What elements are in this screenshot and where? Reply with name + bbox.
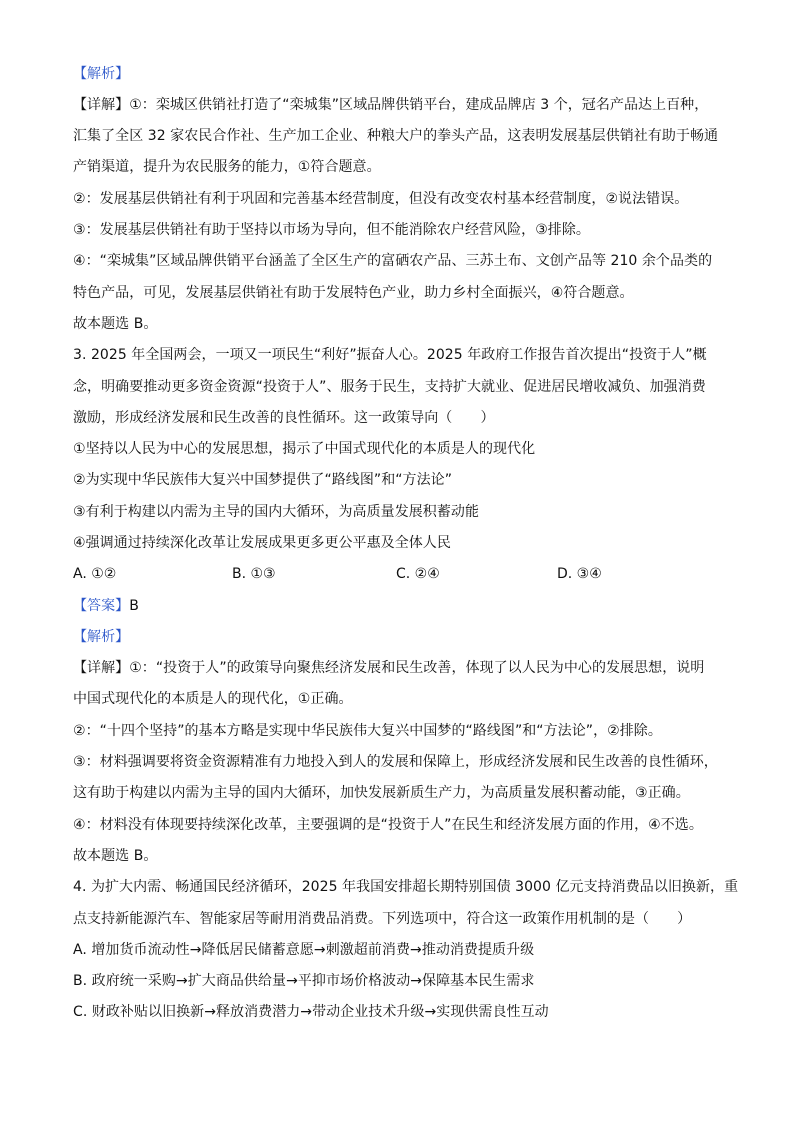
q4-option-c: C. 财政补贴以旧换新→释放消费潜力→带动企业技术升级→实现供需良性互动 <box>73 1004 549 1020</box>
q3-stem-line: 3. 2025 年全国两会，一项又一项民生“利好”振奋人心。2025 年政府工作报告首次提出“投资于人”概 <box>73 347 707 363</box>
q3-stem-line: 激励，形成经济发展和民生改善的良性循环。这一政策导向（ ） <box>73 410 495 426</box>
q3-analysis-label: 【解析】 <box>73 629 130 645</box>
q3-answer-label: 【答案】 <box>73 598 130 614</box>
q2-detail-line: ④：“栾城集”区域品牌供销平台涵盖了全区生产的富硒农产品、三苏土布、文创产品等 210 余个品类的 <box>73 253 713 269</box>
q2-detail-line: ②：发展基层供销社有利于巩固和完善基本经营制度，但没有改变农村基本经营制度，②说法错误。 <box>73 191 689 207</box>
q3-option-b: B. ①③ <box>232 566 276 582</box>
q3-statement: ②为实现中华民族伟大复兴中国梦提供了“路线图”和“方法论” <box>73 472 453 488</box>
q3-option-d: D. ③④ <box>557 566 602 582</box>
q3-detail-line: ④：材料没有体现要持续深化改革，主要强调的是“投资于人”在民生和经济发展方面的作用，④不选。 <box>73 817 703 833</box>
q3-statement: ④强调通过持续深化改革让发展成果更多更公平惠及全体人民 <box>73 535 451 551</box>
q4-option-a: A. 增加货币流动性→降低居民储蓄意愿→刺激超前消费→推动消费提质升级 <box>73 942 535 958</box>
q2-detail-line: 汇集了全区 32 家农民合作社、生产加工企业、种粮大户的拳头产品，这表明发展基层供销社有助于畅通 <box>73 128 719 144</box>
q4-option-b: B. 政府统一采购→扩大商品供给量→平抑市场价格波动→保障基本民生需求 <box>73 973 535 989</box>
q2-detail-line: 【详解】①：栾城区供销社打造了“栾城集”区域品牌供销平台，建成品牌店 3 个，冠名产品达上百种， <box>73 97 709 113</box>
q3-option-c: C. ②④ <box>396 566 440 582</box>
q2-conclusion: 故本题选 B。 <box>73 316 158 332</box>
q4-stem-line: 4. 为扩大内需、畅通国民经济循环，2025 年我国安排超长期特别国债 3000 亿元支持消费品以旧换新，重 <box>73 879 739 895</box>
q3-answer-row <box>73 596 723 616</box>
q3-answer-value: B <box>129 598 139 614</box>
q2-detail-line: ③：发展基层供销社有助于坚持以市场为导向，但不能消除农户经营风险，③排除。 <box>73 222 590 238</box>
q3-detail-line: ②：“十四个坚持”的基本方略是实现中华民族伟大复兴中国梦的“路线图”和“方法论”，②排除。 <box>73 723 662 739</box>
q2-detail-line: 产销渠道，提升为农民服务的能力，①符合题意。 <box>73 159 381 175</box>
q3-statement: ①坚持以人民为中心的发展思想，揭示了中国式现代化的本质是人的现代化 <box>73 441 536 457</box>
q3-stem-line: 念，明确要推动更多资金资源“投资于人”、服务于民生，支持扩大就业、促进居民增收减负、加强消费 <box>73 379 706 395</box>
q3-detail-line: 这有助于构建以内需为主导的国内大循环，加快发展新质生产力，为高质量发展积蓄动能，③正确。 <box>73 785 690 801</box>
q3-detail-line: ③：材料强调要将资金资源精准有力地投入到人的发展和保障上，形成经济发展和民生改善的良性循环， <box>73 754 718 770</box>
q2-analysis-label: 【解析】 <box>73 66 130 82</box>
q3-statement: ③有利于构建以内需为主导的国内大循环，为高质量发展积蓄动能 <box>73 504 479 520</box>
q3-option-a: A. ①② <box>73 566 117 582</box>
q3-detail-line: 中国式现代化的本质是人的现代化，①正确。 <box>73 691 353 707</box>
q2-detail-line: 特色产品，可见，发展基层供销社有助于发展特色产业，助力乡村全面振兴，④符合题意。 <box>73 285 634 301</box>
q3-conclusion: 故本题选 B。 <box>73 848 158 864</box>
q4-stem-line: 点支持新能源汽车、智能家居等耐用消费品消费。下列选项中，符合这一政策作用机制的是（ ） <box>73 911 692 927</box>
q3-detail-line: 【详解】①：“投资于人”的政策导向聚焦经济发展和民生改善，体现了以人民为中心的发展思想，说明 <box>73 660 705 676</box>
